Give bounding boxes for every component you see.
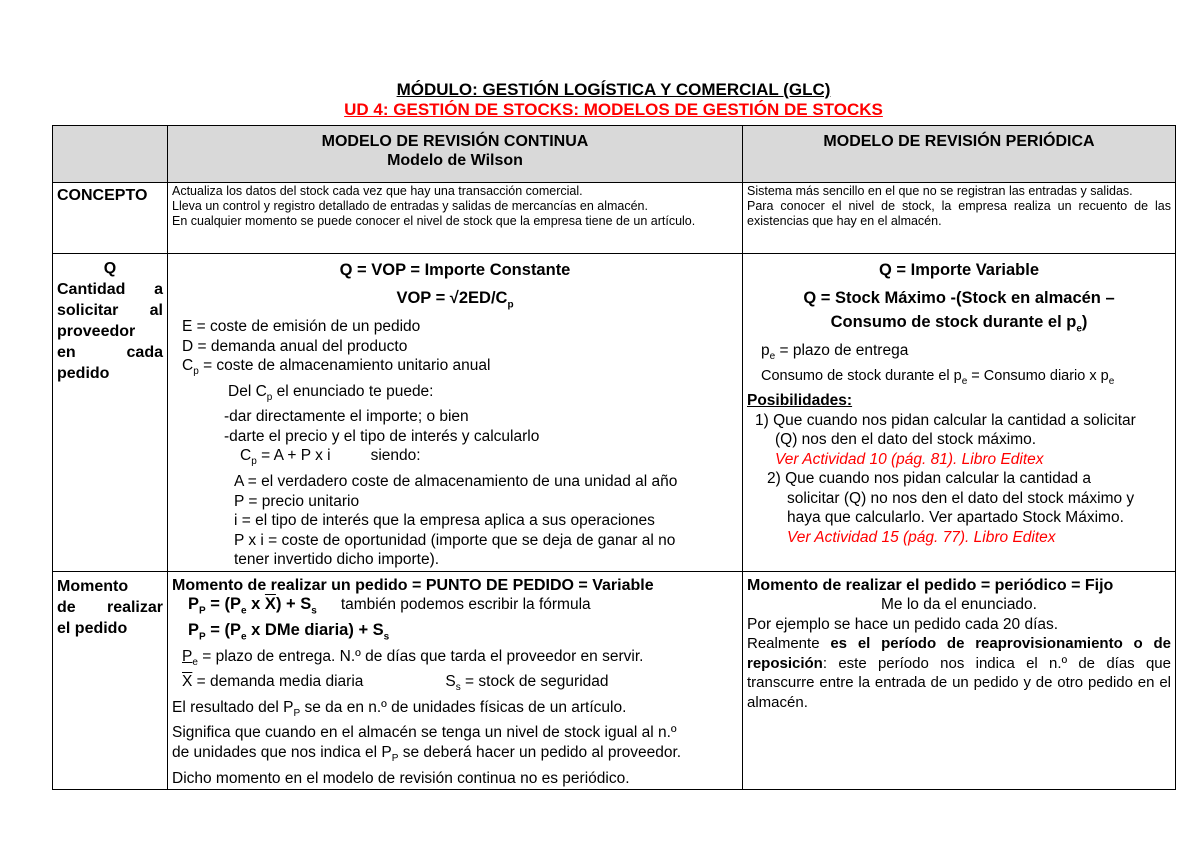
concepto-row xyxy=(53,183,1176,254)
concepto-periodica: Sistema más sencillo en el que no se registran las entradas y salidas. Para conocer el nivel de stock, la empresa realiza un recuento de las existencias que hay en el almacén. xyxy=(743,183,1176,254)
reference-actividad-15: Ver Actividad 15 (pág. 77). Libro Editex xyxy=(787,528,1056,546)
header-continua: MODELO DE REVISIÓN CONTINUA Modelo de Wilson xyxy=(168,126,743,183)
concepto-label: CONCEPTO xyxy=(53,183,168,254)
momento-label: Momento de realizar el pedido xyxy=(53,571,168,789)
momento-continua: Momento de realizar un pedido = PUNTO DE PEDIDO = Variable $P_P = (P_e$ x $\overline{X}) + S_s$ también podemos escribir la fórmula $P_P = (P_e$ x DMe diaria) + $S_s$ $P_e$ = plazo de entrega. N.º de días que tarda el proveedor en servir. $\overline{X}$ = demanda media diaria $S_s$ = stock de seguridad El resultado del $P_P$ se da en n.º de unidades físicas de un artículo. Significa que cuando en el almacén se tenga un nivel de stock igual al n.º de unidades que nos indica el $P_P$ se deberá hacer un pedido al proveedor. Dicho momento en el modelo de revisión continua no es periódico. xyxy=(168,571,743,789)
cantidad-continua: Q = VOP = Importe Constante VOP = $√2ED/C_p$ E = coste de emisión de un pedido D = demanda anual del producto $C_p$ = coste de almacenamiento unitario anual Del $C_p$ el enunciado te puede: -dar directamente el importe; o bien -darte el precio y el tipo de interés y calcularlo $C_p = A + P$ x i siendo: A = el verdadero coste de almacenamiento de una unidad al año P = precio unitario i = el tipo de interés que la empresa aplica a sus operaciones P x i = coste de oportunidad (importe que se deja de ganar al no tener invertido dicho importe). xyxy=(168,254,743,572)
vop-title: Q = VOP = Importe Constante xyxy=(339,261,571,279)
header-empty-cell xyxy=(53,126,168,183)
periodico-fijo-title: Momento de realizar el pedido = periódico = Fijo xyxy=(747,576,1114,594)
reference-actividad-10: Ver Actividad 10 (pág. 81). Libro Editex xyxy=(775,450,1044,468)
header-periodica: MODELO DE REVISIÓN PERIÓDICA xyxy=(743,126,1176,183)
document-titles xyxy=(52,80,1175,120)
cantidad-periodica: Q = Importe Variable Q = Stock Máximo -(Stock en almacén – Consumo de stock durante el $p_e$) $p_e$ = plazo de entrega Consumo de stock durante el $p_e$ = Consumo diario x $p_e$ Posibilidades: 1) Que cuando nos pidan calcular la cantidad a solicitar (Q) nos den el dato del stock máximo. Ver Actividad 10 (pág. 81). Libro Editex 2) Que cuando nos pidan calcular la cantidad a solicitar (Q) no nos den el dato del stock máximo y haya que calcularlo. Ver apartado Stock Máximo. Ver Actividad 15 (pág. 77). Libro Editex xyxy=(743,254,1176,572)
q-variable-title: Q = Importe Variable xyxy=(878,261,1040,279)
unit-title: UD 4: GESTIÓN DE STOCKS: MODELOS DE GESTIÓN DE STOCKS xyxy=(344,100,883,119)
vop-formula: VOP = $√2ED/C_p$ xyxy=(396,289,514,311)
comparison-table xyxy=(52,125,1176,790)
header-row xyxy=(53,126,1176,183)
cantidad-row xyxy=(53,254,1176,572)
momento-periodica: Momento de realizar el pedido = periódico = Fijo Me lo da el enunciado. Por ejemplo se hace un pedido cada 20 días. Realmente es el período de reaprovisionamiento o de reposición: este período nos indica el n.º de días que transcurre entre la entrada de un pedido y de otro pedido en el almacén. xyxy=(743,571,1176,789)
header-continua-sub: Modelo de Wilson xyxy=(387,152,523,169)
momento-row xyxy=(53,571,1176,789)
concepto-continua: Actualiza los datos del stock cada vez que hay una transacción comercial. Lleva un control y registro detallado de entradas y salidas de mercancías en almacén. En cualquier momento se puede conocer el nivel de stock que la empresa tiene de un artículo. xyxy=(168,183,743,254)
module-title: MÓDULO: GESTIÓN LOGÍSTICA Y COMERCIAL (GLC) xyxy=(396,80,831,99)
punto-de-pedido-title: Momento de realizar un pedido = PUNTO DE PEDIDO = Variable xyxy=(172,576,654,594)
cantidad-label: Q Cantidad a solicitar al proveedor en cada pedido xyxy=(53,254,168,572)
